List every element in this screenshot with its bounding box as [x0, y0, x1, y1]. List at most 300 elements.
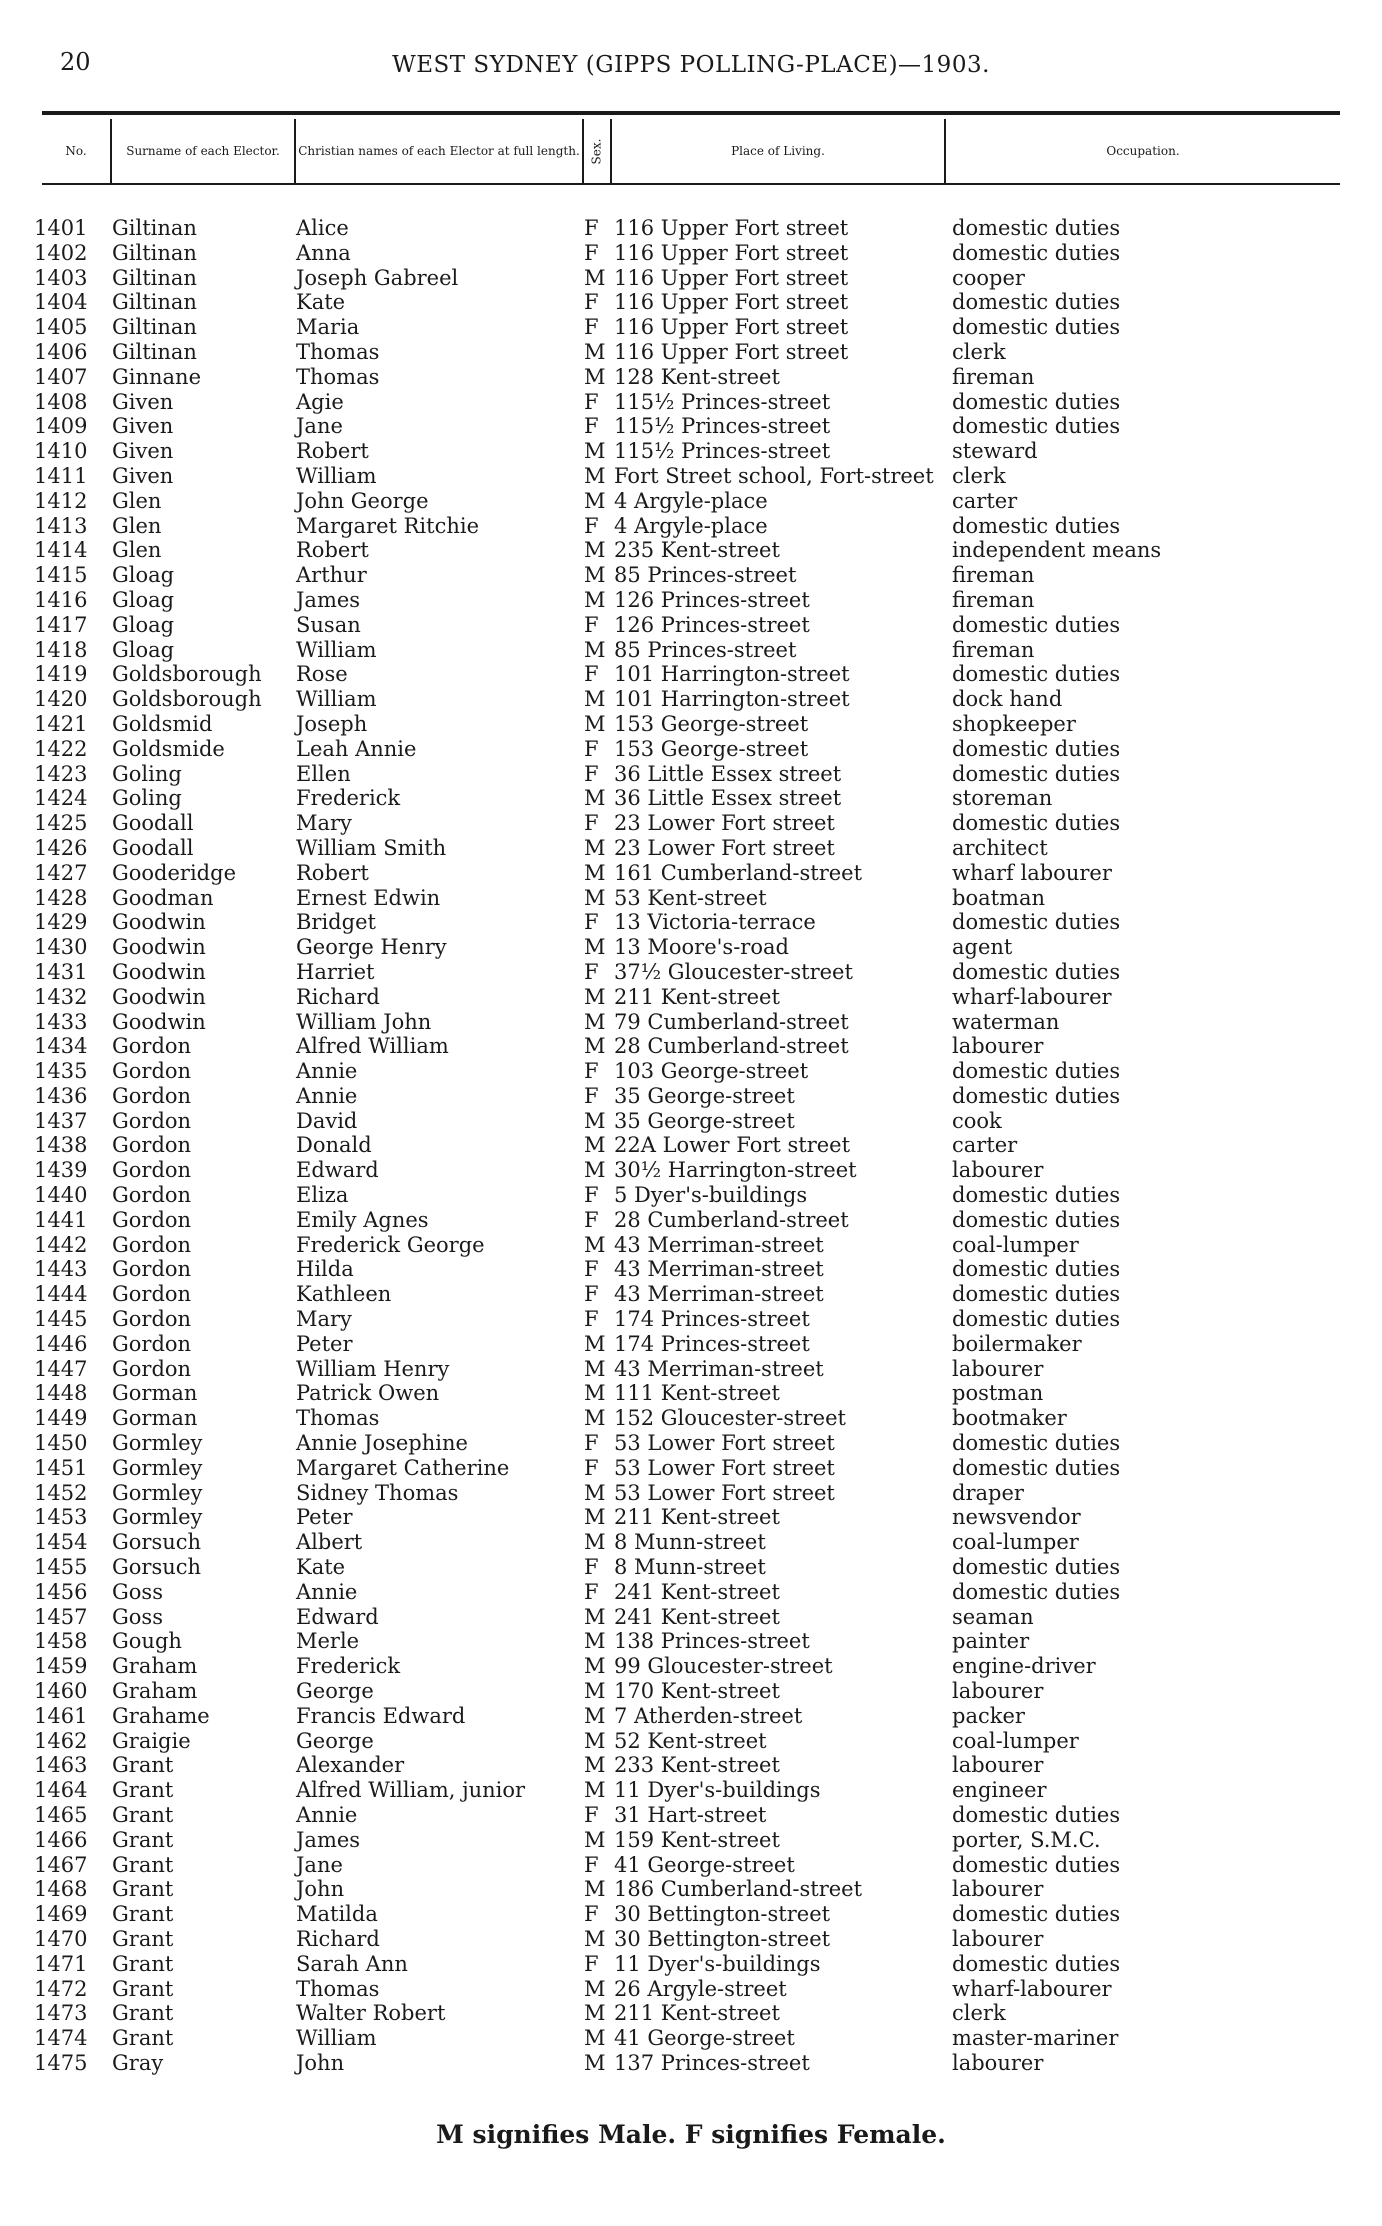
elector-surname: Giltinan	[112, 315, 197, 340]
elector-occupation: engine-driver	[952, 1654, 1096, 1679]
elector-number: 1434	[34, 1034, 88, 1059]
elector-number: 1451	[34, 1455, 88, 1480]
elector-place-of-living: 30 Bettington-street	[614, 1902, 831, 1927]
elector-sex: M	[584, 1629, 606, 1654]
elector-occupation: cooper	[952, 265, 1025, 290]
elector-occupation: domestic duties	[952, 315, 1121, 340]
elector-christian-names: Thomas	[296, 1406, 380, 1431]
elector-christian-names: Sarah Ann	[296, 1951, 408, 1976]
elector-number: 1444	[34, 1282, 88, 1307]
elector-surname: Grant	[112, 1803, 174, 1827]
elector-sex: F	[584, 216, 599, 240]
elector-sex: F	[584, 959, 599, 984]
elector-occupation: porter, S.M.C.	[952, 1827, 1101, 1852]
elector-occupation: fireman	[952, 364, 1035, 389]
elector-place-of-living: 41 George-street	[614, 2026, 795, 2051]
elector-number: 1425	[34, 811, 88, 836]
elector-sex: M	[584, 1480, 606, 1505]
elector-sex: M	[584, 1505, 606, 1530]
elector-place-of-living: 31 Hart-street	[614, 1803, 767, 1827]
elector-number: 1401	[34, 216, 88, 240]
table-row	[0, 1629, 1382, 1654]
elector-christian-names: Peter	[296, 1331, 353, 1356]
elector-christian-names: Walter Robert	[296, 2001, 446, 2026]
elector-christian-names: William	[296, 637, 377, 662]
elector-sex: M	[584, 1108, 606, 1133]
elector-sex: M	[584, 1009, 606, 1034]
elector-occupation: coal-lumper	[952, 1728, 1079, 1753]
elector-place-of-living: 7 Atherden-street	[614, 1703, 803, 1728]
elector-place-of-living: 233 Kent-street	[614, 1753, 780, 1778]
elector-place-of-living: 41 George-street	[614, 1852, 795, 1877]
elector-surname: Gloag	[112, 587, 175, 612]
table-row	[0, 2026, 1382, 2051]
elector-sex: M	[584, 1406, 606, 1431]
elector-place-of-living: 161 Cumberland-street	[614, 860, 863, 885]
elector-place-of-living: 153 George-street	[614, 736, 809, 761]
elector-christian-names: Joseph	[296, 711, 368, 736]
elector-christian-names: Sidney Thomas	[296, 1480, 459, 1505]
table-row	[0, 514, 1382, 539]
elector-occupation: clerk	[952, 339, 1006, 364]
elector-number: 1474	[34, 2026, 88, 2051]
elector-occupation: clerk	[952, 2001, 1006, 2026]
elector-christian-names: William	[296, 463, 377, 488]
elector-occupation: wharf labourer	[952, 860, 1112, 885]
elector-occupation: domestic duties	[952, 736, 1121, 761]
elector-place-of-living: 53 Kent-street	[614, 885, 767, 910]
elector-christian-names: Matilda	[296, 1902, 378, 1927]
table-row	[0, 390, 1382, 415]
elector-christian-names: Robert	[296, 538, 369, 563]
elector-place-of-living: 30½ Harrington-street	[614, 1158, 857, 1183]
elector-occupation: labourer	[952, 1356, 1044, 1381]
elector-surname: Grant	[112, 1753, 174, 1778]
elector-occupation: domestic duties	[952, 1951, 1121, 1976]
elector-place-of-living: 186 Cumberland-street	[614, 1877, 863, 1902]
elector-sex: F	[584, 240, 599, 265]
elector-number: 1426	[34, 835, 88, 860]
elector-christian-names: Leah Annie	[296, 736, 417, 761]
elector-sex: M	[584, 463, 606, 488]
elector-surname: Grant	[112, 1902, 174, 1927]
elector-number: 1430	[34, 935, 88, 960]
elector-sex: M	[584, 339, 606, 364]
elector-place-of-living: 26 Argyle-street	[614, 1976, 787, 2001]
elector-occupation: domestic duties	[952, 1431, 1121, 1456]
elector-occupation: steward	[952, 439, 1038, 464]
elector-sex: M	[584, 885, 606, 910]
table-row	[0, 1431, 1382, 1456]
elector-sex: M	[584, 1133, 606, 1158]
elector-number: 1449	[34, 1406, 88, 1431]
elector-occupation: waterman	[952, 1009, 1060, 1034]
elector-place-of-living: 5 Dyer's-buildings	[614, 1183, 808, 1208]
elector-christian-names: Edward	[296, 1604, 379, 1629]
elector-occupation: wharf-labourer	[952, 984, 1112, 1009]
elector-number: 1416	[34, 587, 88, 612]
table-row	[0, 340, 1382, 365]
elector-occupation: labourer	[952, 1034, 1044, 1059]
table-row	[0, 1828, 1382, 1853]
elector-number: 1403	[34, 265, 88, 290]
elector-christian-names: Thomas	[296, 364, 380, 389]
elector-sex: M	[584, 1158, 606, 1183]
elector-sex: M	[584, 1679, 606, 1704]
elector-surname: Gloag	[112, 563, 175, 588]
elector-number: 1456	[34, 1579, 88, 1604]
elector-number: 1423	[34, 761, 88, 786]
elector-surname: Goodall	[112, 811, 194, 836]
elector-number: 1404	[34, 290, 88, 315]
elector-occupation: storeman	[952, 786, 1053, 811]
elector-place-of-living: 53 Lower Fort street	[614, 1480, 835, 1505]
elector-surname: Gough	[112, 1629, 182, 1654]
table-row	[0, 1729, 1382, 1754]
elector-occupation: labourer	[952, 1926, 1044, 1951]
table-row	[0, 638, 1382, 663]
elector-place-of-living: 28 Cumberland-street	[614, 1034, 849, 1059]
elector-occupation: postman	[952, 1381, 1044, 1406]
elector-surname: Grant	[112, 2001, 174, 2026]
table-row	[0, 1505, 1382, 1530]
elector-christian-names: David	[296, 1108, 358, 1133]
elector-number: 1470	[34, 1926, 88, 1951]
elector-sex: M	[584, 835, 606, 860]
elector-surname: Giltinan	[112, 290, 197, 315]
elector-christian-names: Susan	[296, 612, 361, 637]
elector-christian-names: Mary	[296, 811, 352, 836]
elector-place-of-living: 13 Victoria-terrace	[614, 910, 816, 935]
elector-place-of-living: 23 Lower Fort street	[614, 835, 835, 860]
table-row	[0, 1679, 1382, 1704]
elector-place-of-living: 4 Argyle-place	[614, 513, 768, 538]
elector-surname: Gordon	[112, 1356, 192, 1381]
elector-place-of-living: 37½ Gloucester-street	[614, 959, 853, 984]
table-row	[0, 712, 1382, 737]
elector-christian-names: Kathleen	[296, 1282, 392, 1307]
elector-surname: Grant	[112, 1951, 174, 1976]
elector-surname: Grant	[112, 1778, 174, 1803]
elector-christian-names: William John	[296, 1009, 432, 1034]
elector-sex: F	[584, 513, 599, 538]
elector-sex: M	[584, 587, 606, 612]
elector-surname: Grahame	[112, 1703, 210, 1728]
table-row	[0, 538, 1382, 563]
elector-christian-names: James	[296, 587, 361, 612]
elector-christian-names: John	[296, 1877, 345, 1902]
elector-number: 1406	[34, 339, 88, 364]
elector-surname: Giltinan	[112, 265, 197, 290]
elector-surname: Gordon	[112, 1331, 192, 1356]
elector-sex: F	[584, 389, 599, 414]
elector-sex: F	[584, 811, 599, 836]
column-header-surname: Surname of each Elector.	[112, 119, 296, 183]
elector-place-of-living: 115½ Princes-street	[614, 414, 831, 439]
elector-sex: M	[584, 439, 606, 464]
elector-occupation: domestic duties	[952, 1902, 1121, 1927]
elector-surname: Gormley	[112, 1455, 203, 1480]
elector-place-of-living: 211 Kent-street	[614, 1505, 780, 1530]
table-row	[0, 1357, 1382, 1382]
elector-surname: Graigie	[112, 1728, 191, 1753]
elector-surname: Giltinan	[112, 339, 197, 364]
elector-sex: M	[584, 786, 606, 811]
elector-sex: F	[584, 1207, 599, 1232]
elector-number: 1455	[34, 1555, 88, 1580]
elector-sex: F	[584, 1083, 599, 1108]
elector-number: 1465	[34, 1803, 88, 1827]
elector-christian-names: Eliza	[296, 1183, 349, 1208]
elector-place-of-living: 43 Merriman-street	[614, 1356, 824, 1381]
elector-place-of-living: 99 Gloucester-street	[614, 1654, 833, 1679]
elector-surname: Grant	[112, 2026, 174, 2051]
elector-surname: Grant	[112, 1877, 174, 1902]
elector-christian-names: Frederick	[296, 1654, 401, 1679]
elector-place-of-living: 11 Dyer's-buildings	[614, 1778, 821, 1803]
elector-occupation: agent	[952, 935, 1013, 960]
table-row	[0, 1010, 1382, 1035]
elector-sex: F	[584, 1579, 599, 1604]
elector-occupation: wharf-labourer	[952, 1976, 1112, 2001]
elector-sex: M	[584, 488, 606, 513]
elector-surname: Goodwin	[112, 910, 206, 935]
elector-occupation: newsvendor	[952, 1505, 1081, 1530]
elector-surname: Grant	[112, 1926, 174, 1951]
elector-surname: Gordon	[112, 1207, 192, 1232]
elector-christian-names: Anna	[296, 240, 351, 265]
elector-number: 1408	[34, 389, 88, 414]
elector-surname: Goldsborough	[112, 662, 262, 687]
elector-occupation: domestic duties	[952, 1282, 1121, 1307]
elector-christian-names: John George	[296, 488, 429, 513]
table-row	[0, 613, 1382, 638]
elector-occupation: domestic duties	[952, 240, 1121, 265]
elector-christian-names: Albert	[296, 1530, 363, 1555]
elector-sex: M	[584, 563, 606, 588]
elector-christian-names: Alfred William, junior	[296, 1778, 526, 1803]
elector-place-of-living: 116 Upper Fort street	[614, 265, 849, 290]
elector-occupation: domestic duties	[952, 290, 1121, 315]
elector-occupation: engineer	[952, 1778, 1047, 1803]
table-row	[0, 1803, 1382, 1828]
elector-place-of-living: 111 Kent-street	[614, 1381, 780, 1406]
elector-surname: Ginnane	[112, 364, 202, 389]
elector-surname: Goodman	[112, 885, 214, 910]
elector-christian-names: Alexander	[296, 1753, 405, 1778]
table-row	[0, 1084, 1382, 1109]
elector-occupation: boilermaker	[952, 1331, 1082, 1356]
elector-occupation: domestic duties	[952, 1852, 1121, 1877]
table-row	[0, 1034, 1382, 1059]
table-row	[0, 811, 1382, 836]
elector-surname: Glen	[112, 488, 162, 513]
elector-place-of-living: 101 Harrington-street	[614, 687, 850, 712]
elector-sex: M	[584, 1877, 606, 1902]
elector-christian-names: Patrick Owen	[296, 1381, 440, 1406]
table-row	[0, 1109, 1382, 1134]
elector-christian-names: Alice	[296, 216, 349, 240]
elector-surname: Goss	[112, 1604, 163, 1629]
elector-number: 1469	[34, 1902, 88, 1927]
elector-christian-names: George	[296, 1679, 374, 1704]
elector-surname: Given	[112, 439, 174, 464]
elector-sex: M	[584, 1232, 606, 1257]
elector-christian-names: Peter	[296, 1505, 353, 1530]
elector-sex: M	[584, 1926, 606, 1951]
elector-christian-names: Joseph Gabreel	[296, 265, 459, 290]
table-row	[0, 216, 1382, 241]
elector-occupation: domestic duties	[952, 513, 1121, 538]
elector-occupation: domestic duties	[952, 1555, 1121, 1580]
elector-number: 1462	[34, 1728, 88, 1753]
table-row	[0, 1952, 1382, 1977]
table-row	[0, 1332, 1382, 1357]
elector-sex: F	[584, 1455, 599, 1480]
elector-place-of-living: 36 Little Essex street	[614, 786, 842, 811]
elector-occupation: shopkeeper	[952, 711, 1076, 736]
table-row	[0, 290, 1382, 315]
elector-sex: M	[584, 1381, 606, 1406]
elector-place-of-living: 170 Kent-street	[614, 1679, 780, 1704]
elector-number: 1436	[34, 1083, 88, 1108]
elector-sex: F	[584, 662, 599, 687]
elector-place-of-living: 235 Kent-street	[614, 538, 780, 563]
elector-surname: Goling	[112, 786, 182, 811]
table-row	[0, 1877, 1382, 1902]
elector-surname: Goling	[112, 761, 182, 786]
column-header-sex	[584, 119, 612, 183]
table-row	[0, 1307, 1382, 1332]
table-row	[0, 1257, 1382, 1282]
elector-sex: M	[584, 1778, 606, 1803]
elector-surname: Gordon	[112, 1059, 192, 1084]
elector-place-of-living: 116 Upper Fort street	[614, 339, 849, 364]
elector-number: 1464	[34, 1778, 88, 1803]
table-row	[0, 1208, 1382, 1233]
table-row	[0, 737, 1382, 762]
elector-number: 1448	[34, 1381, 88, 1406]
table-row	[0, 266, 1382, 291]
elector-number: 1472	[34, 1976, 88, 2001]
elector-number: 1428	[34, 885, 88, 910]
elector-occupation: packer	[952, 1703, 1025, 1728]
elector-surname: Gordon	[112, 1133, 192, 1158]
elector-number: 1442	[34, 1232, 88, 1257]
elector-sex: M	[584, 1753, 606, 1778]
elector-place-of-living: 52 Kent-street	[614, 1728, 767, 1753]
elector-place-of-living: 35 George-street	[614, 1083, 795, 1108]
elector-christian-names: James	[296, 1827, 361, 1852]
elector-surname: Graham	[112, 1679, 198, 1704]
elector-number: 1414	[34, 538, 88, 563]
elector-place-of-living: 152 Gloucester-street	[614, 1406, 846, 1431]
elector-number: 1438	[34, 1133, 88, 1158]
table-row	[0, 1530, 1382, 1555]
table-row	[0, 241, 1382, 266]
elector-surname: Gloag	[112, 612, 175, 637]
elector-number: 1437	[34, 1108, 88, 1133]
elector-surname: Gordon	[112, 1257, 192, 1282]
table-row	[0, 886, 1382, 911]
elector-christian-names: Robert	[296, 439, 369, 464]
elector-number: 1459	[34, 1654, 88, 1679]
elector-number: 1440	[34, 1183, 88, 1208]
table-row	[0, 1902, 1382, 1927]
elector-number: 1411	[34, 463, 88, 488]
elector-surname: Goodwin	[112, 935, 206, 960]
elector-sex: F	[584, 1852, 599, 1877]
elector-place-of-living: 43 Merriman-street	[614, 1257, 824, 1282]
elector-place-of-living: 28 Cumberland-street	[614, 1207, 849, 1232]
elector-surname: Grant	[112, 1852, 174, 1877]
elector-number: 1468	[34, 1877, 88, 1902]
elector-occupation: architect	[952, 835, 1048, 860]
elector-sex: M	[584, 1356, 606, 1381]
elector-place-of-living: 116 Upper Fort street	[614, 290, 849, 315]
elector-occupation: domestic duties	[952, 1307, 1121, 1332]
elector-sex: M	[584, 1034, 606, 1059]
elector-christian-names: Kate	[296, 1555, 346, 1580]
page-title: WEST SYDNEY (GIPPS POLLING-PLACE)—1903.	[392, 52, 990, 78]
elector-number: 1453	[34, 1505, 88, 1530]
elector-surname: Grant	[112, 1976, 174, 2001]
elector-sex: M	[584, 265, 606, 290]
elector-place-of-living: 138 Princes-street	[614, 1629, 810, 1654]
elector-number: 1412	[34, 488, 88, 513]
elector-occupation: labourer	[952, 1753, 1044, 1778]
elector-number: 1467	[34, 1852, 88, 1877]
table-row	[0, 1481, 1382, 1506]
elector-sex: M	[584, 860, 606, 885]
elector-occupation: domestic duties	[952, 1183, 1121, 1208]
elector-place-of-living: 128 Kent-street	[614, 364, 780, 389]
elector-occupation: bootmaker	[952, 1406, 1067, 1431]
table-row	[0, 489, 1382, 514]
elector-sex: F	[584, 1307, 599, 1332]
column-header-christian-names: Christian names of each Elector at full length.	[296, 119, 584, 183]
elector-surname: Gordon	[112, 1307, 192, 1332]
elector-sex: M	[584, 1703, 606, 1728]
elector-occupation: domestic duties	[952, 662, 1121, 687]
elector-occupation: domestic duties	[952, 1803, 1121, 1827]
elector-occupation: labourer	[952, 1877, 1044, 1902]
elector-sex: M	[584, 1654, 606, 1679]
elector-number: 1466	[34, 1827, 88, 1852]
elector-place-of-living: 211 Kent-street	[614, 2001, 780, 2026]
table-row	[0, 762, 1382, 787]
page-number: 20	[60, 48, 91, 76]
elector-sex: M	[584, 364, 606, 389]
elector-number: 1431	[34, 959, 88, 984]
elector-surname: Gormley	[112, 1431, 203, 1456]
table-row	[0, 861, 1382, 886]
elector-occupation: seaman	[952, 1604, 1034, 1629]
elector-sex: F	[584, 414, 599, 439]
elector-sex: F	[584, 1431, 599, 1456]
table-row	[0, 1853, 1382, 1878]
elector-number: 1410	[34, 439, 88, 464]
elector-christian-names: Jane	[296, 414, 343, 439]
elector-occupation: domestic duties	[952, 612, 1121, 637]
elector-sex: M	[584, 1604, 606, 1629]
elector-surname: Grant	[112, 1827, 174, 1852]
elector-christian-names: Hilda	[296, 1257, 354, 1282]
elector-christian-names: Merle	[296, 1629, 360, 1654]
elector-number: 1405	[34, 315, 88, 340]
elector-number: 1447	[34, 1356, 88, 1381]
elector-sex: F	[584, 290, 599, 315]
